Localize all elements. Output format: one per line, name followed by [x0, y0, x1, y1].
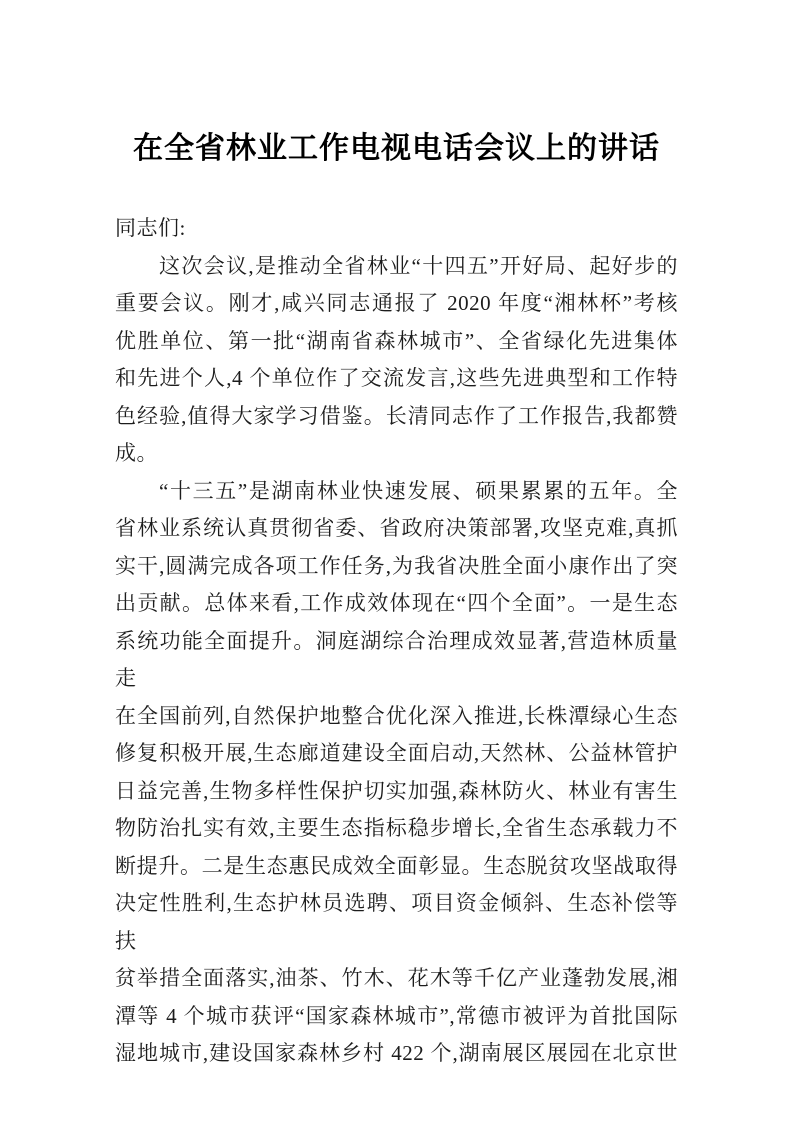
paragraph-1-last-line: 成。	[115, 441, 158, 465]
paragraph-2-line: 贫举措全面落实,油茶、竹木、花木等千亿产业蓬勃发展,湘	[115, 966, 678, 990]
paragraph-2-line: 修复积极开展,生态廊道建设全面启动,天然林、公益林管护	[115, 741, 678, 765]
paragraph-1-line: 优胜单位、第一批“湖南省森林城市”、全省绿化先进集体	[115, 328, 678, 353]
paragraph-2-line: 在全国前列,自然保护地整合优化深入推进,长株潭绿心生态	[115, 703, 678, 728]
paragraph-2-line: 系统功能全面提升。洞庭湖综合治理成效显著,营造林质量走	[115, 628, 678, 690]
document-body	[115, 210, 678, 1073]
paragraph-2-line: “十三五”是湖南林业快速发展、硕果累累的五年。全	[159, 478, 678, 503]
paragraph-2-line: 日益完善,生物多样性保护切实加强,森林防火、林业有害生	[115, 778, 678, 803]
paragraph-2-line: 断提升。二是生态惠民成效全面彰显。生态脱贫攻坚战取得	[115, 853, 678, 878]
paragraph-2-line: 省林业系统认真贯彻省委、省政府决策部署,攻坚克难,真抓	[115, 516, 678, 540]
paragraph-2-line: 出贡献。总体来看,工作成效体现在“四个全面”。一是生态	[115, 591, 678, 615]
paragraph-1-line: 重要会议。刚才,咸兴同志通报了 2020 年度“湘林杯”考核	[115, 291, 678, 315]
paragraph-2-line: 决定性胜利,生态护林员选聘、项目资金倾斜、生态补偿等扶	[115, 891, 678, 953]
salutation-line: 同志们:	[115, 216, 186, 240]
paragraph-2-line: 物防治扎实有效,主要生态指标稳步增长,全省生态承载力不	[115, 816, 678, 840]
paragraph-1-line: 和先进个人,4 个单位作了交流发言,这些先进典型和工作特	[115, 366, 678, 390]
paragraph-2-line: 潭等 4 个城市获评“国家森林城市”,常德市被评为首批国际	[115, 1003, 678, 1028]
paragraph-1-line: 这次会议,是推动全省林业“十四五”开好局、起好步的	[159, 253, 678, 278]
paragraph-2-line: 实干,圆满完成各项工作任务,为我省决胜全面小康作出了突	[115, 553, 678, 578]
paragraph-2-line: 湿地城市,建设国家森林乡村 422 个,湖南展区展园在北京世	[115, 1041, 678, 1065]
paragraph-1-line: 色经验,值得大家学习借鉴。长清同志作了工作报告,我都赞	[115, 403, 678, 428]
document-title: 在全省林业工作电视电话会议上的讲话	[133, 132, 660, 165]
